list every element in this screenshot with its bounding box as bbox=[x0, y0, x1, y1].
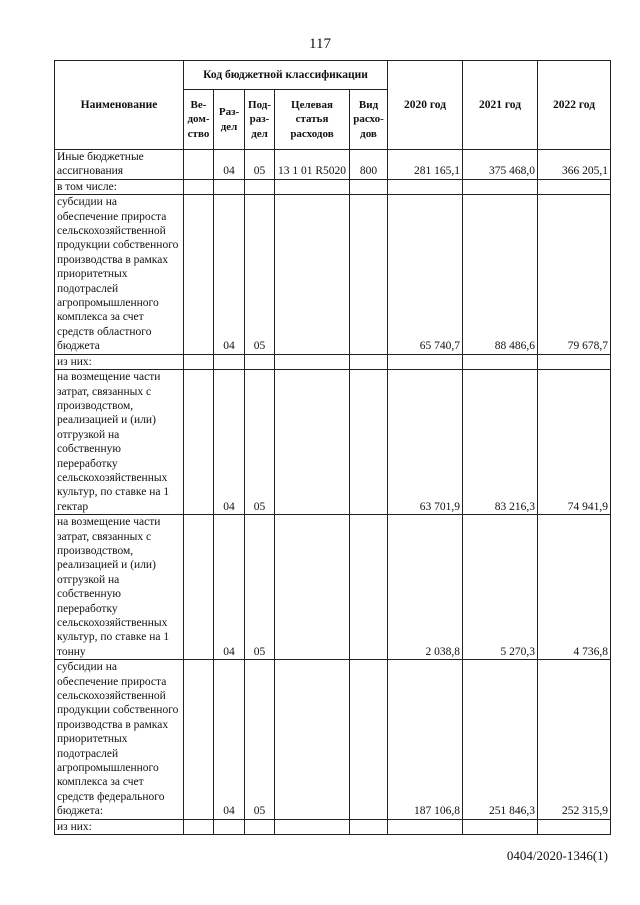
row-2021 bbox=[463, 354, 538, 369]
row-vedomstvo bbox=[184, 179, 214, 194]
row-celevaya bbox=[275, 660, 350, 819]
table-row bbox=[55, 370, 611, 515]
table-row bbox=[55, 179, 611, 194]
row-name: из них: bbox=[55, 354, 184, 369]
row-name: в том числе: bbox=[55, 179, 184, 194]
row-podrazdel bbox=[245, 354, 275, 369]
row-2020 bbox=[388, 819, 463, 834]
row-podrazdel: 05 bbox=[245, 515, 275, 660]
row-name: Иные бюджетные ассигнования bbox=[55, 150, 184, 180]
header-podrazdel: Под-раз-дел bbox=[245, 90, 275, 150]
row-2021: 5 270,3 bbox=[463, 515, 538, 660]
row-podrazdel: 05 bbox=[245, 195, 275, 354]
row-razdel: 04 bbox=[214, 515, 245, 660]
row-2022: 4 736,8 bbox=[538, 515, 611, 660]
table-row bbox=[55, 515, 611, 660]
row-2020 bbox=[388, 354, 463, 369]
row-vedomstvo bbox=[184, 150, 214, 180]
row-celevaya bbox=[275, 195, 350, 354]
row-razdel bbox=[214, 179, 245, 194]
row-name: субсидии на обеспечение прироста сельскохозяйственной продукции собственного производства в рамках приоритетных подотраслей агропромышленного комплекса за счет средств федерального бюджета: bbox=[55, 660, 184, 819]
row-2022: 79 678,7 bbox=[538, 195, 611, 354]
page-number: 117 bbox=[309, 36, 331, 52]
row-2021 bbox=[463, 179, 538, 194]
row-2021: 83 216,3 bbox=[463, 370, 538, 515]
row-razdel: 04 bbox=[214, 370, 245, 515]
row-2021 bbox=[463, 819, 538, 834]
row-celevaya: 13 1 01 R5020 bbox=[275, 150, 350, 180]
header-name: Наименование bbox=[55, 61, 184, 150]
row-2020: 187 106,8 bbox=[388, 660, 463, 819]
row-vid bbox=[350, 515, 388, 660]
header-razdel: Раз-дел bbox=[214, 90, 245, 150]
row-razdel bbox=[214, 819, 245, 834]
row-razdel: 04 bbox=[214, 660, 245, 819]
row-2021: 251 846,3 bbox=[463, 660, 538, 819]
row-celevaya bbox=[275, 354, 350, 369]
row-celevaya bbox=[275, 515, 350, 660]
row-vid bbox=[350, 819, 388, 834]
row-razdel bbox=[214, 354, 245, 369]
row-2020: 2 038,8 bbox=[388, 515, 463, 660]
row-podrazdel: 05 bbox=[245, 150, 275, 180]
table-row bbox=[55, 354, 611, 369]
row-celevaya bbox=[275, 179, 350, 194]
row-vid bbox=[350, 195, 388, 354]
table-row bbox=[55, 195, 611, 354]
row-2022: 74 941,9 bbox=[538, 370, 611, 515]
row-vedomstvo bbox=[184, 370, 214, 515]
row-name: на возмещение части затрат, связанных с производством, реализацией и (или) отгрузкой на собственную переработку сельскохозяйственных культур, по ставке на 1 тонну bbox=[55, 515, 184, 660]
row-vedomstvo bbox=[184, 660, 214, 819]
row-razdel: 04 bbox=[214, 150, 245, 180]
row-2022 bbox=[538, 819, 611, 834]
row-vid: 800 bbox=[350, 150, 388, 180]
row-vid bbox=[350, 660, 388, 819]
row-2022 bbox=[538, 354, 611, 369]
row-vid bbox=[350, 370, 388, 515]
table-row bbox=[55, 660, 611, 819]
row-name: на возмещение части затрат, связанных с производством, реализацией и (или) отгрузкой на собственную переработку сельскохозяйственных культур, по ставке на 1 гектар bbox=[55, 370, 184, 515]
table-row bbox=[55, 819, 611, 834]
row-podrazdel bbox=[245, 819, 275, 834]
row-2021: 375 468,0 bbox=[463, 150, 538, 180]
row-2020: 281 165,1 bbox=[388, 150, 463, 180]
row-2022: 252 315,9 bbox=[538, 660, 611, 819]
row-vedomstvo bbox=[184, 819, 214, 834]
header-2020: 2020 год bbox=[388, 61, 463, 150]
row-podrazdel: 05 bbox=[245, 660, 275, 819]
row-podrazdel bbox=[245, 179, 275, 194]
row-vedomstvo bbox=[184, 354, 214, 369]
row-vedomstvo bbox=[184, 195, 214, 354]
row-celevaya bbox=[275, 819, 350, 834]
header-vid: Вид расхо-дов bbox=[350, 90, 388, 150]
budget-table bbox=[54, 60, 611, 835]
row-2022: 366 205,1 bbox=[538, 150, 611, 180]
header-2021: 2021 год bbox=[463, 61, 538, 150]
row-name: из них: bbox=[55, 819, 184, 834]
table-row bbox=[55, 150, 611, 180]
row-name: субсидии на обеспечение прироста сельскохозяйственной продукции собственного производства в рамках приоритетных подотраслей агропромышленного комплекса за счет средств областного бюджета bbox=[55, 195, 184, 354]
row-vid bbox=[350, 179, 388, 194]
header-code-group: Код бюджетной классификации bbox=[184, 61, 388, 90]
row-2022 bbox=[538, 179, 611, 194]
row-razdel: 04 bbox=[214, 195, 245, 354]
row-vid bbox=[350, 354, 388, 369]
row-2020: 63 701,9 bbox=[388, 370, 463, 515]
row-celevaya bbox=[275, 370, 350, 515]
row-2020: 65 740,7 bbox=[388, 195, 463, 354]
header-2022: 2022 год bbox=[538, 61, 611, 150]
document-code: 0404/2020-1346(1) bbox=[506, 848, 608, 863]
row-podrazdel: 05 bbox=[245, 370, 275, 515]
row-2021: 88 486,6 bbox=[463, 195, 538, 354]
row-2020 bbox=[388, 179, 463, 194]
header-celevaya: Целевая статья расходов bbox=[275, 90, 350, 150]
row-vedomstvo bbox=[184, 515, 214, 660]
header-vedomstvo: Ве-дом-ство bbox=[184, 90, 214, 150]
